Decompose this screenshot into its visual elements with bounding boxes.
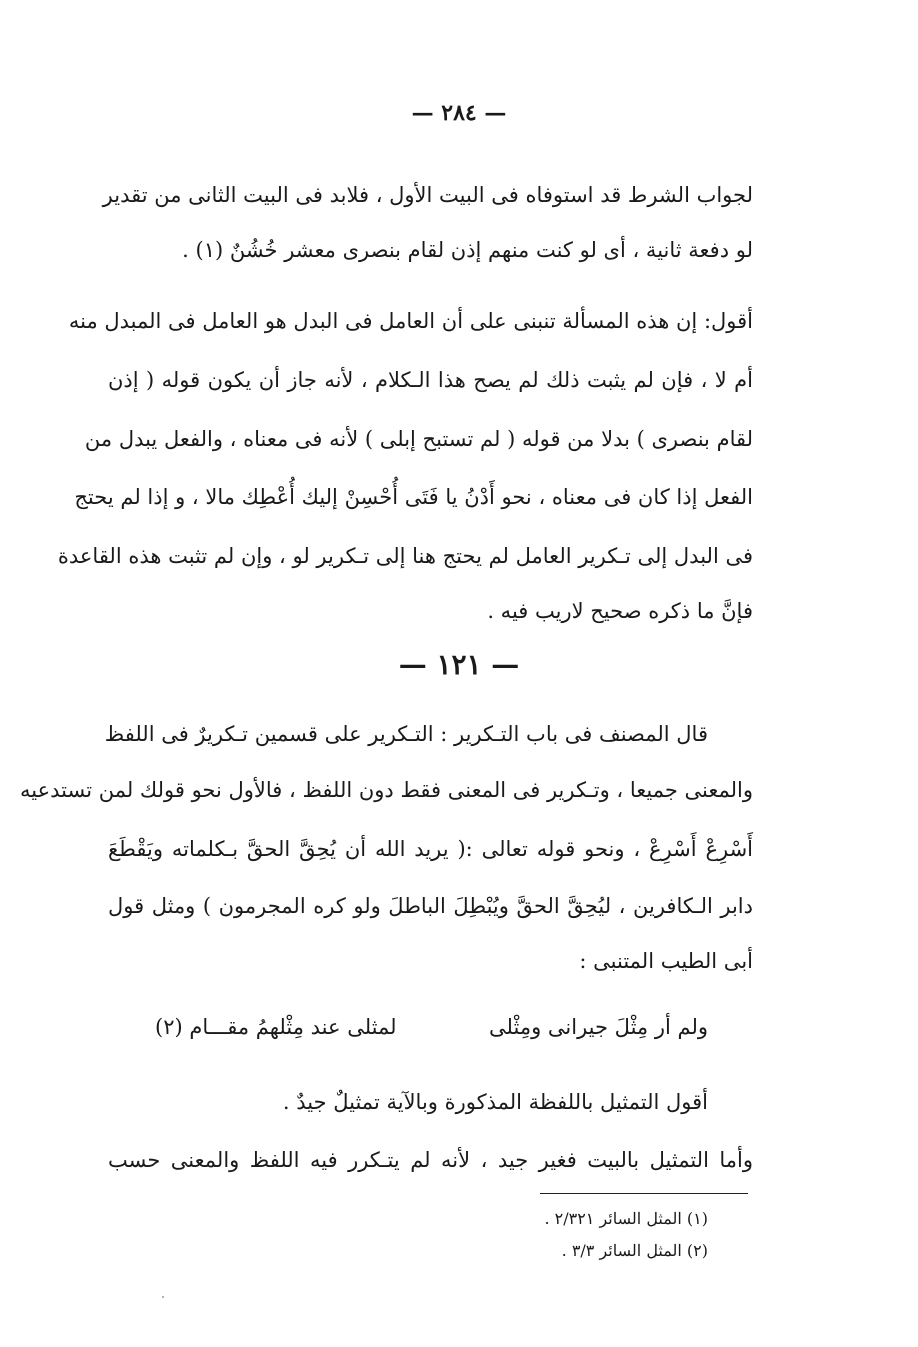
paragraph-1-line-1: لجواب الشرط قد استوفاه فى البيت الأول ، فلابد فى البيت الثانى من تقدير (102, 183, 753, 207)
paragraph-3-line-4: دابر الـكافرين ، ليُحِقَّ الحقَّ ويُبْطِلَ الباطلَ ولو كره المجرمون ) ومثل قول (108, 894, 753, 918)
scan-speck (162, 1296, 164, 1298)
footnote-2: (٢) المثل السائر ٣/٣ . (561, 1241, 708, 1260)
paragraph-4-line-2: وأما التمثيل بالبيت فغير جيد ، لأنه لم يتـكرر فيه اللفظ والمعنى حسب (108, 1148, 753, 1172)
paragraph-1-line-2: لو دفعة ثانية ، أى لو كنت منهم إذن لقام بنصرى معشر خُشُنٌ (١) . (182, 238, 753, 262)
section-number: — ١٢١ — (398, 648, 520, 681)
paragraph-2-line-4: الفعل إذا كان فى معناه ، نحو أَدْنُ يا فَتَى أُحْسِنْ إليك أُعْطِك مالا ، و إذا لم يحتج (74, 485, 753, 509)
paragraph-2-line-3: لقام بنصرى ) بدلا من قوله ( لم تستبح إبلى ) لأنه فى معناه ، والفعل يبدل من (84, 427, 753, 451)
verse-first-hemistich: ولم أر مِثْلَ جيرانى ومِثْلى (489, 1015, 708, 1039)
page-number: — ٢٨٤ — (411, 100, 507, 126)
paragraph-3-line-1: قال المصنف فى باب التـكرير : التـكرير على قسمين تـكريرٌ فى اللفظ (104, 722, 708, 746)
paragraph-2-line-2: أم لا ، فإن لم يثبت ذلك لم يصح هذا الـكلام ، لأنه جاز أن يكون قوله ( إذن (108, 368, 753, 392)
paragraph-3-line-2: والمعنى جميعا ، وتـكرير فى المعنى فقط دون اللفظ ، فالأول نحو قولك لمن تستدعيه (19, 778, 753, 802)
paragraph-2-line-6: فإنَّ ما ذكره صحيح لاريب فيه . (487, 599, 753, 623)
footnote-divider (540, 1193, 748, 1194)
paragraph-3-line-3: أَسْرِعْ أَسْرِعْ ، ونحو قوله تعالى :( يريد الله أن يُحِقَّ الحقَّ بـكلماته ويَقْطَعَ (108, 837, 753, 861)
footnote-1: (١) المثل السائر ٢/٣٢١ . (544, 1209, 708, 1228)
paragraph-2-line-1: أقول: إن هذه المسألة تنبنى على أن العامل فى البدل هو العامل فى المبدل منه (68, 309, 753, 333)
paragraph-2-line-5: فى البدل إلى تـكرير العامل لم يحتج هنا إلى تـكرير لو ، وإن لم تثبت هذه القاعدة (57, 544, 753, 568)
paragraph-3-line-5: أبى الطيب المتنبى : (579, 949, 753, 973)
paragraph-4-line-1: أقول التمثيل باللفظة المذكورة وبالآية تمثيلٌ جيدٌ . (282, 1090, 708, 1114)
verse-second-hemistich: لمثلى عند مِثْلهمُ مقـــام (٢) (155, 1015, 397, 1039)
